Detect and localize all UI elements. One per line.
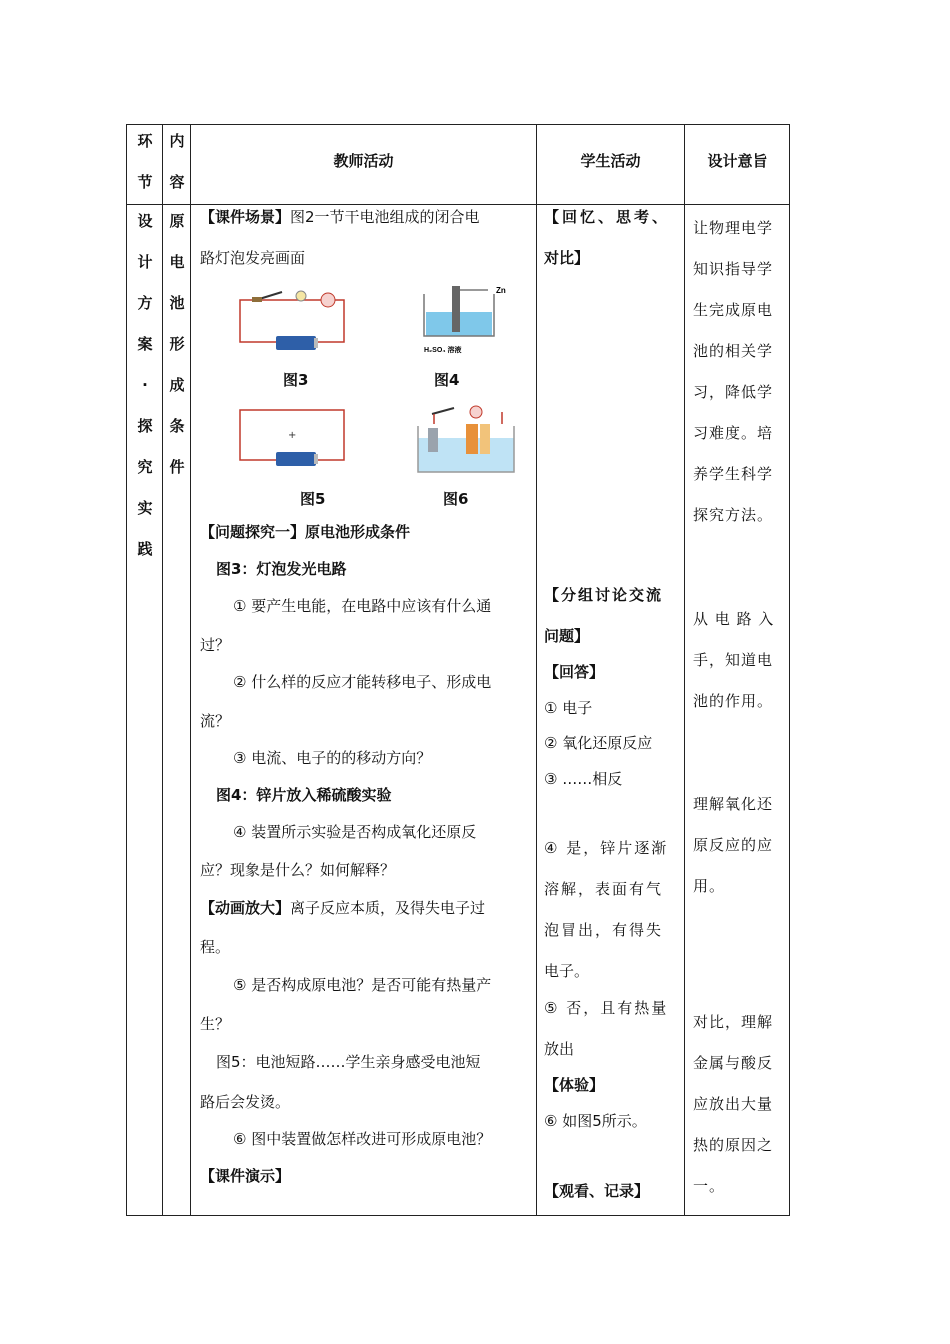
figure-4-description: 图4：锌片放入稀硫酸实验 (216, 786, 392, 804)
student-answer-5-1: ⑤ 否，且有热量 (544, 999, 669, 1017)
student-answer-4-4: 电子。 (544, 962, 590, 980)
question-4-line-2: 应？现象是什么？如何解释？ (200, 861, 396, 879)
student-answer-4-2: 溶解，表面有气 (544, 880, 664, 898)
figure-5-description-2: 路后会发烫。 (200, 1093, 291, 1111)
figure-5-description-1: 图5：电池短路……学生亲身感受电池短 (216, 1053, 481, 1071)
svg-text:+: + (288, 430, 297, 441)
animation-line-2: 程。 (200, 938, 231, 956)
student-answer-4-1: ④ 是，锌片逐渐 (544, 839, 669, 857)
column-divider (162, 125, 163, 1215)
figure-5-caption: 图5 (300, 490, 326, 508)
question-2-line-1: ② 什么样的反应才能转移电子、形成电 (233, 673, 492, 691)
column-divider (190, 125, 191, 1215)
svg-text:H₂SO₄ 溶液: H₂SO₄ 溶液 (424, 347, 462, 354)
student-group-1: 【分组讨论交流 (544, 586, 664, 604)
design-intent-2: 从 电 路 入 手，知道电 池的作用。 (693, 610, 775, 710)
figure-3-description: 图3：灯泡发光电路 (216, 560, 347, 578)
scene-line-2: 路灯泡发亮画面 (200, 249, 306, 267)
question-3: ③ 电流、电子的的移动方向？ (233, 749, 432, 767)
figure-4-zinc-beaker (418, 282, 518, 356)
header-teacher: 教师活动 (333, 152, 394, 170)
design-intent-4: 对比，理解 金属与酸反 应放出大量 热的原因之 一。 (693, 1013, 774, 1195)
figure-5-short-circuit (236, 406, 348, 472)
inquiry-title: 【问题探究一】原电池形成条件 (200, 523, 411, 541)
figure-3-caption: 图3 (283, 371, 309, 389)
header-student: 学生活动 (580, 152, 641, 170)
header-divider (127, 204, 789, 205)
student-answer-6: ⑥ 如图5所示。 (544, 1112, 647, 1130)
question-1-line-2: 过？ (200, 636, 231, 654)
column-divider (684, 125, 685, 1215)
question-1-line-1: ① 要产生电能，在电路中应该有什么通 (233, 597, 492, 615)
student-answer-3: ③ ……相反 (544, 770, 623, 788)
figure-6-caption: 图6 (443, 490, 469, 508)
student-answer-4-3: 泡冒出，有得失 (544, 921, 664, 939)
animation-line-1: 【动画放大】离子反应本质，及得失电子过 (200, 899, 486, 917)
student-watch-tag: 【观看、记录】 (544, 1182, 650, 1200)
question-6: ⑥ 图中装置做怎样改进可形成原电池？ (233, 1130, 492, 1148)
figure-3-bulb-circuit (236, 284, 348, 354)
demo-tag: 【课件演示】 (200, 1167, 291, 1185)
section-label: 设 计 方 案 · 探 究 实 践 (137, 212, 153, 558)
student-answer-5-2: 放出 (544, 1040, 575, 1058)
question-5-line-2: 生？ (200, 1015, 231, 1033)
student-recall-1: 【回忆、思考、 (544, 208, 671, 226)
design-intent-3: 理解氧化还 原反应的应 用。 (693, 795, 774, 895)
content-label: 原 电 池 形 成 条 件 (169, 212, 185, 476)
question-4-line-1: ④ 装置所示实验是否构成氧化还原反 (233, 823, 477, 841)
header-content: 内 容 (169, 132, 185, 191)
student-experience-tag: 【体验】 (544, 1076, 605, 1094)
figure-4-caption: 图4 (434, 371, 460, 389)
student-group-2: 问题】 (544, 627, 590, 645)
student-answer-tag: 【回答】 (544, 663, 605, 681)
student-recall-2: 对比】 (544, 249, 590, 267)
scene-line-1: 【课件场景】图2一节干电池组成的闭合电 (200, 208, 480, 226)
student-answer-2: ② 氧化还原反应 (544, 734, 653, 752)
figure-6-galvanic-cell (414, 404, 518, 476)
question-5-line-1: ⑤ 是否构成原电池？是否可能有热量产 (233, 976, 492, 994)
header-section: 环 节 (137, 132, 153, 191)
svg-text:Zn: Zn (496, 286, 506, 295)
header-design: 设计意旨 (707, 152, 768, 170)
student-answer-1: ① 电子 (544, 699, 593, 717)
question-2-line-2: 流？ (200, 712, 231, 730)
column-divider (536, 125, 537, 1215)
design-intent-1: 让物理电学 知识指导学 生完成原电 池的相关学 习，降低学 习难度。培 养学生科学 探究方法。 (693, 219, 774, 524)
